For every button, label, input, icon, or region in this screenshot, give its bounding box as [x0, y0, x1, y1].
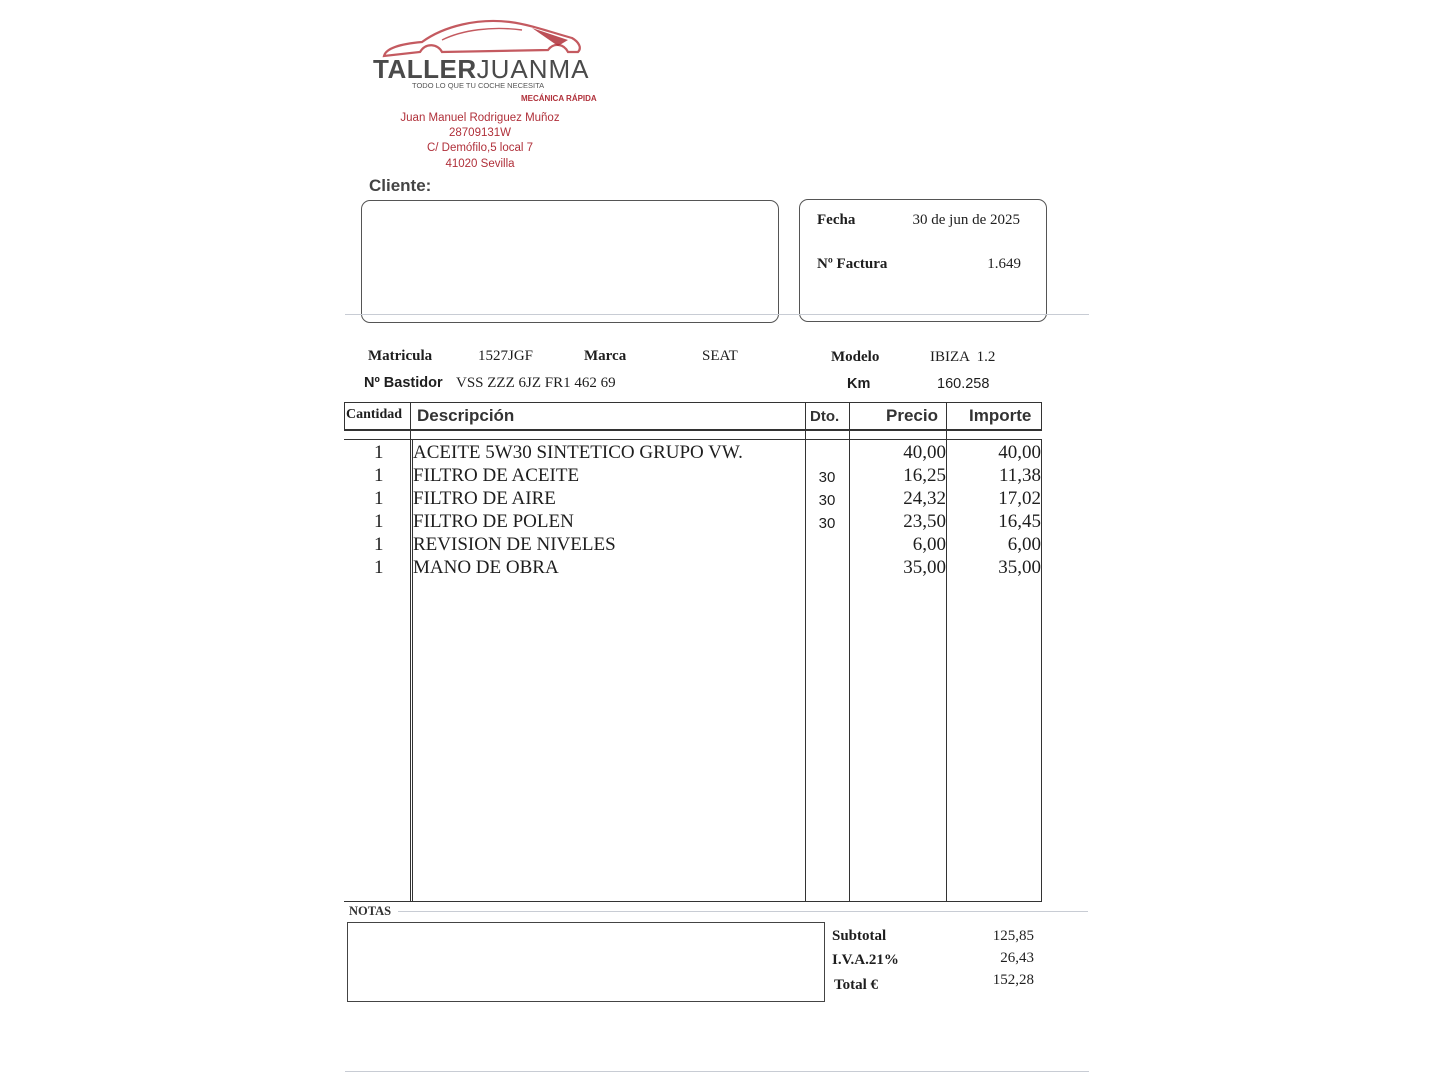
owner-city: 41020 Sevilla — [445, 158, 515, 170]
bastidor-value: VSS ZZZ 6JZ FR1 462 69 — [456, 375, 616, 391]
row-dto: 30 — [818, 515, 836, 532]
row-importe: 6,00 — [1007, 534, 1041, 555]
row-importe: 40,00 — [998, 442, 1041, 463]
row-descripcion: MANO DE OBRA — [413, 557, 559, 578]
row-importe: 17,02 — [998, 488, 1041, 509]
owner-name: Juan Manuel Rodriguez Muñoz — [400, 112, 560, 124]
header-descripcion: Descripción — [417, 406, 515, 425]
owner-street: C/ Demófilo,5 local 7 — [426, 142, 534, 154]
logo-juanma-text: JUANMA — [476, 54, 590, 84]
row-cantidad: 1 — [374, 534, 384, 555]
fecha-label: Fecha — [817, 212, 856, 228]
row-cantidad: 1 — [374, 511, 384, 532]
company-logo — [370, 18, 610, 108]
factura-label: Nº Factura — [817, 256, 888, 272]
header-separator — [345, 314, 1089, 315]
logo-tagline: TODO LO QUE TU COCHE NECESITA — [412, 81, 545, 90]
marca-label: Marca — [584, 348, 627, 364]
row-descripcion: ACEITE 5W30 SINTETICO GRUPO VW. — [413, 442, 743, 463]
marca-value: SEAT — [702, 348, 738, 364]
row-precio: 24,32 — [903, 488, 946, 509]
table-row — [344, 510, 1042, 533]
km-label: Km — [847, 376, 871, 392]
client-box — [361, 200, 779, 323]
row-descripcion: FILTRO DE POLEN — [413, 511, 574, 532]
table-row — [344, 464, 1042, 487]
bastidor-label: Nº Bastidor — [364, 375, 443, 391]
notes-box — [347, 922, 825, 1002]
owner-nif: 28709131W — [448, 127, 512, 139]
subtotal-value: 125,85 — [992, 928, 1034, 944]
km-value: 160.258 — [937, 376, 990, 392]
row-cantidad: 1 — [374, 442, 384, 463]
row-cantidad: 1 — [374, 488, 384, 509]
items-table — [344, 402, 1042, 902]
fecha-value: 30 de jun de 2025 — [912, 212, 1020, 228]
row-precio: 40,00 — [903, 442, 946, 463]
row-descripcion: FILTRO DE AIRE — [413, 488, 556, 509]
row-precio: 23,50 — [903, 511, 946, 532]
iva-value: 26,43 — [1000, 950, 1034, 966]
client-value — [362, 201, 778, 221]
logo-taller-text: TALLER — [373, 54, 477, 84]
total-value: 152,28 — [992, 972, 1034, 988]
table-row — [344, 487, 1042, 510]
client-label: Cliente: — [369, 176, 432, 195]
modelo-value: IBIZA 1.2 — [930, 349, 996, 365]
row-cantidad: 1 — [374, 557, 384, 578]
row-importe: 35,00 — [998, 557, 1041, 578]
table-row — [344, 533, 1042, 556]
row-importe: 16,45 — [998, 511, 1041, 532]
footer-separator — [345, 1071, 1089, 1072]
table-row — [344, 556, 1042, 579]
table-row — [344, 441, 1042, 464]
row-cantidad: 1 — [374, 465, 384, 486]
subtotal-label: Subtotal — [832, 928, 887, 944]
header-importe: Importe — [969, 406, 1032, 425]
header-precio: Precio — [886, 406, 938, 425]
row-precio: 35,00 — [903, 557, 946, 578]
header-cantidad: Cantidad — [346, 407, 403, 422]
matricula-label: Matricula — [368, 348, 433, 364]
row-dto: 30 — [818, 469, 836, 486]
total-label: Total € — [834, 977, 879, 993]
notes-separator — [398, 911, 1088, 912]
row-descripcion: REVISION DE NIVELES — [413, 534, 616, 555]
notes-value — [348, 923, 824, 935]
iva-label: I.V.A.21% — [832, 952, 899, 968]
header-dto: Dto. — [810, 408, 840, 425]
logo-subtag: MECÁNICA RÁPIDA — [521, 94, 597, 103]
row-descripcion: FILTRO DE ACEITE — [413, 465, 580, 486]
row-dto: 30 — [818, 492, 836, 509]
factura-value: 1.649 — [987, 256, 1021, 272]
body-bottom-line — [344, 901, 1042, 902]
row-precio: 6,00 — [912, 534, 946, 555]
modelo-label: Modelo — [831, 349, 880, 365]
row-precio: 16,25 — [903, 465, 946, 486]
matricula-value: 1527JGF — [478, 348, 534, 364]
notes-label: NOTAS — [349, 904, 392, 918]
body-top-line — [344, 439, 1042, 440]
row-importe: 11,38 — [998, 465, 1041, 486]
